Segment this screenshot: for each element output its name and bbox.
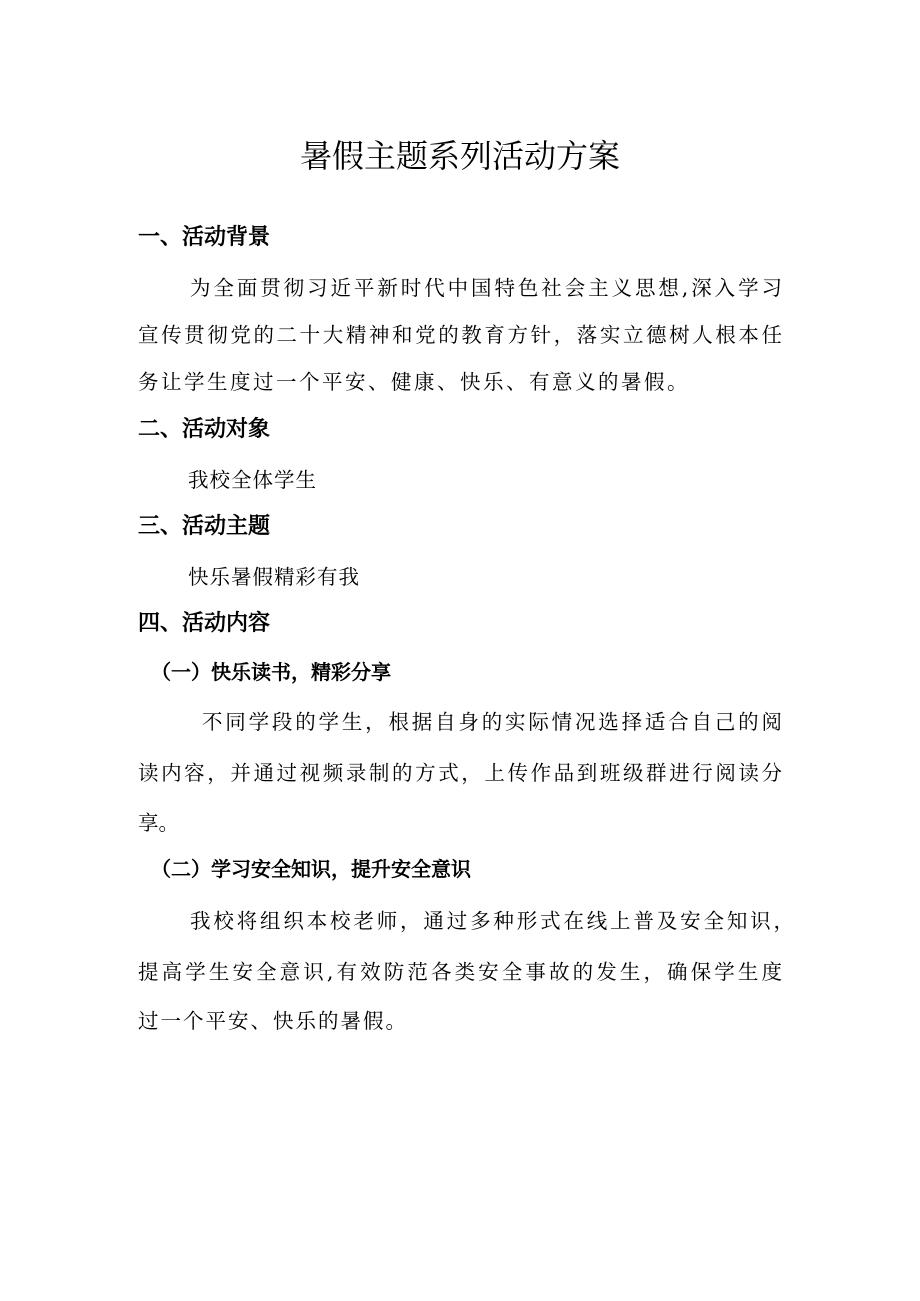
reading-paragraph-line-2: 读内容，并通过视频录制的方式，上传作品到班级群进行阅读分 <box>138 761 782 785</box>
section-heading-content: 四、活动内容 <box>138 611 271 636</box>
document-title: 暑假主题系列活动方案 <box>299 137 620 175</box>
safety-paragraph-line-2: 提高学生安全意识,有效防范各类安全事故的发生，确保学生度 <box>138 960 782 984</box>
audience-text: 我校全体学生 <box>188 468 317 492</box>
section-heading-theme: 三、活动主题 <box>138 514 271 539</box>
section-heading-background: 一、活动背景 <box>138 225 271 250</box>
section-heading-audience: 二、活动对象 <box>138 417 271 442</box>
theme-text: 快乐暑假精彩有我 <box>188 565 360 589</box>
background-paragraph-line-3: 务让学生度过一个平安、健康、快乐、有意义的暑假。 <box>138 370 690 394</box>
safety-paragraph-line-3: 过一个平安、快乐的暑假。 <box>138 1009 408 1033</box>
background-paragraph-line-1: 为全面贯彻习近平新时代中国特色社会主义思想,深入学习 <box>190 276 782 300</box>
background-paragraph-line-2: 宣传贯彻党的二十大精神和党的教育方针，落实立德树人根本任 <box>138 323 782 347</box>
reading-paragraph-line-1: 不同学段的学生，根据自身的实际情况选择适合自己的阅 <box>202 710 782 734</box>
reading-paragraph-line-3: 享。 <box>138 811 179 835</box>
subsection-heading-safety: （二）学习安全知识，提升安全意识 <box>151 857 471 881</box>
safety-paragraph-line-1: 我校将组织本校老师，通过多种形式在线上普及安全知识， <box>190 909 794 933</box>
subsection-heading-reading: （一）快乐读书，精彩分享 <box>151 660 391 684</box>
